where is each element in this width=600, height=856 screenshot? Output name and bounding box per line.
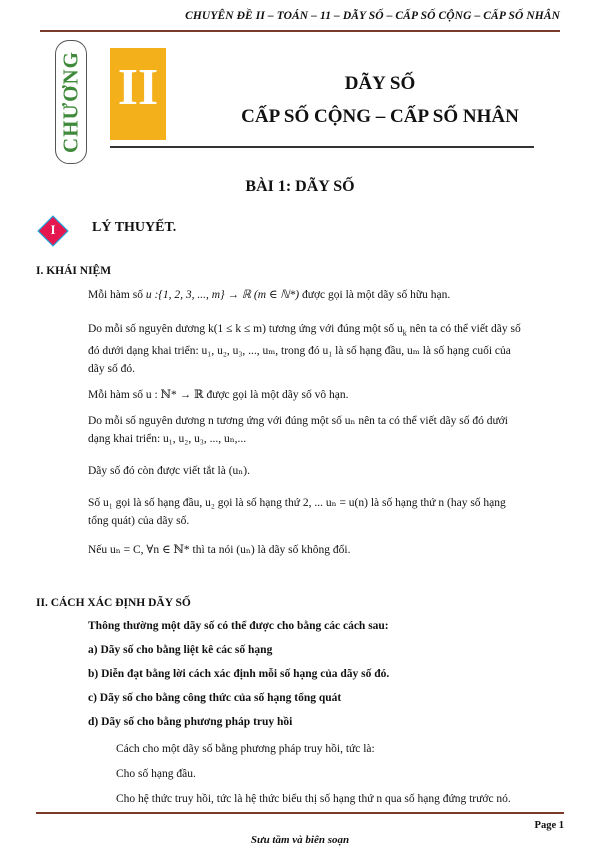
method-b: b) Diễn đạt bằng lời cách xác định mỗi số hạng của dãy số đó. — [88, 668, 390, 680]
section1-heading: I. KHÁI NIỆM — [36, 265, 112, 277]
p4-line2: dạng khai triển: u₁, u₂, u₃, ..., uₙ,... — [88, 433, 247, 445]
p2-line1-b: nên ta có thể viết dãy số — [406, 323, 521, 335]
paragraph-finite-expansion — [88, 320, 564, 378]
footer-rule — [36, 812, 564, 814]
page-number: Page 1 — [534, 820, 564, 831]
header-rule — [40, 30, 560, 32]
chapter-title-rule — [110, 146, 534, 148]
paragraph-infinite-sequence: Mỗi hàm số u : ℕ* → ℝ được gọi là một dãy số vô hạn. — [88, 389, 349, 401]
paragraph-abbreviation: Dãy số đó còn được viết tắt là (uₙ). — [88, 465, 250, 477]
p6-line1: Số u₁ gọi là số hạng đầu, u₂ gọi là số hạng thứ 2, ... uₙ = u(n) là số hạng thứ n (hay số hạng — [88, 497, 506, 509]
chapter-title-line1: DÃY SỐ — [344, 73, 416, 94]
method-a: a) Dãy số cho bằng liệt kê các số hạng — [88, 644, 273, 656]
p4-line1: Do mỗi số nguyên dương n tương ứng với đúng một số uₙ nên ta có thể viết dãy số đó dưới — [88, 415, 508, 427]
theory-heading: LÝ THUYẾT. — [92, 220, 177, 235]
paragraph-infinite-expansion — [88, 412, 564, 448]
p1-text-a: Mỗi hàm số — [88, 289, 146, 301]
badge-label: I — [50, 222, 56, 237]
section2-intro: Thông thường một dãy số có thể được cho bằng các cách sau: — [88, 620, 389, 632]
chapter-number-box — [110, 48, 166, 140]
footer-credit: Sưu tầm và biên soạn — [250, 834, 350, 846]
section2-heading: II. CÁCH XÁC ĐỊNH DÃY SỐ — [36, 597, 191, 609]
chapter-number: II — [117, 59, 159, 116]
chapter-word-box — [55, 40, 87, 164]
method-d-line2: Cho số hạng đầu. — [116, 768, 196, 780]
paragraph-constant-sequence: Nếu uₙ = C, ∀n ∈ ℕ* thì ta nói (uₙ) là dãy số không đổi. — [88, 544, 351, 556]
paragraph-finite-sequence — [88, 286, 564, 304]
p2-line2: đó dưới dạng khai triển: u₁, u₂, u₃, ..., uₘ, trong đó u₁ là số hạng đầu, uₘ là số hạng cuối của — [88, 345, 511, 358]
theory-badge-icon — [38, 216, 68, 246]
paragraph-terms — [88, 494, 564, 530]
p2-subscript: k — [402, 328, 407, 338]
method-d-line1: Cách cho một dãy số bằng phương pháp truy hồi, tức là: — [116, 743, 375, 755]
running-header: CHUYÊN ĐỀ II – TOÁN – 11 – DÃY SỐ – CẤP SỐ CỘNG – CẤP SỐ NHÂN — [185, 10, 560, 22]
p2-line1-a: Do mỗi số nguyên dương k(1 ≤ k ≤ m) tương ứng với đúng một số u — [88, 323, 403, 335]
p2-line1 — [88, 320, 564, 342]
method-d-line3: Cho hệ thức truy hồi, tức là hệ thức biểu thị số hạng thứ n qua số hạng đứng trước nó. — [116, 793, 511, 805]
method-c: c) Dãy số cho bằng công thức của số hạng tổng quát — [88, 692, 342, 704]
method-d: d) Dãy số cho bằng phương pháp truy hồi — [88, 716, 293, 728]
chapter-title-line2: CẤP SỐ CỘNG – CẤP SỐ NHÂN — [241, 106, 519, 127]
p2-line3: dãy số đó. — [88, 363, 135, 376]
chapter-word: CHƯƠNG — [58, 50, 83, 154]
p6-line2: tổng quát) của dãy số. — [88, 515, 190, 527]
p1-math: u :{1, 2, 3, ..., m} → ℝ (m ∈ ℕ*) — [145, 289, 300, 301]
p1-text-b: được gọi là một dãy số hữu hạn. — [299, 289, 451, 301]
lesson-title: BÀI 1: DÃY SỐ — [245, 178, 355, 195]
